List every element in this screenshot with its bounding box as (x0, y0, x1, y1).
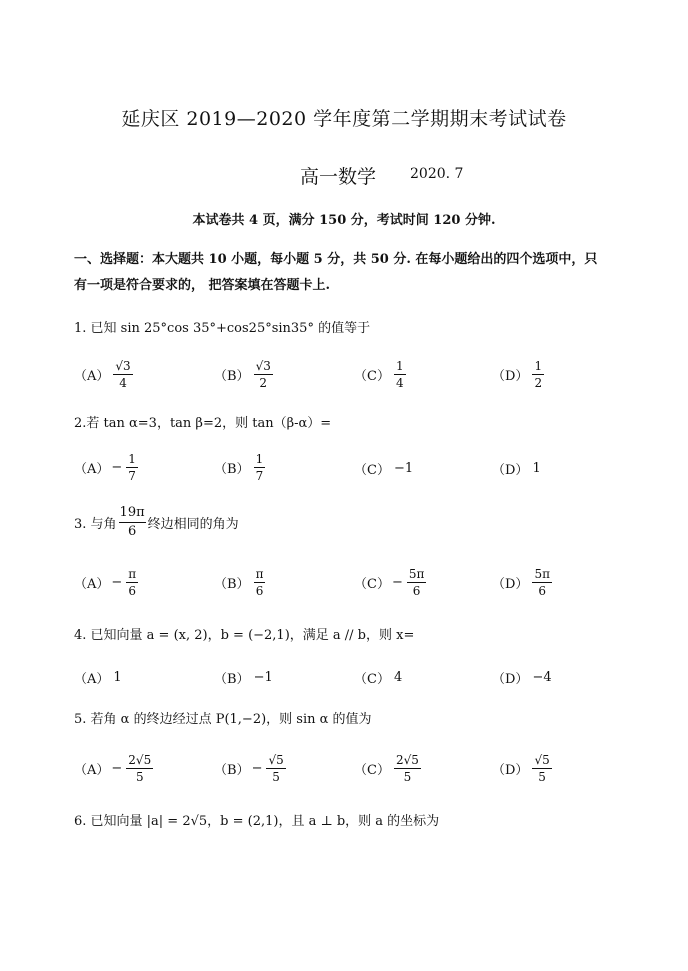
fraction (532, 566, 552, 599)
q2-option-b[interactable] (214, 451, 265, 484)
denominator: 5 (135, 770, 144, 784)
numerator: 1 (534, 359, 543, 373)
option-label: （D） (492, 369, 529, 384)
option-label: （B） (214, 369, 250, 384)
minus-sign: − (111, 761, 123, 776)
fraction (254, 358, 273, 391)
option-value: 4 (393, 670, 403, 685)
option-label: （A） (74, 462, 110, 477)
section-heading-line2: 有一项是符合要求的， 把答案填在答题卡上. (74, 278, 331, 293)
q5-option-c[interactable] (354, 752, 421, 785)
fraction (119, 504, 146, 541)
q1-option-b[interactable] (214, 358, 273, 391)
question-2-stem: 2.若 tan α=3，tan β=2，则 tan（β-α）= (74, 416, 332, 431)
numerator: 2√5 (395, 753, 419, 767)
numerator: π (255, 567, 264, 581)
numerator: 5π (408, 567, 425, 581)
fraction (254, 566, 266, 599)
q3-option-a[interactable] (74, 566, 138, 599)
option-label: （D） (492, 672, 529, 687)
option-label: （D） (492, 463, 529, 478)
question-5-stem: 5. 若角 α 的终边经过点 P(1,−2)，则 sin α 的值为 (74, 712, 372, 727)
numerator: √3 (255, 359, 271, 373)
exam-title: 延庆区 2019—2020 学年度第二学期期末考试试卷 (121, 108, 567, 130)
numerator: √5 (534, 753, 550, 767)
option-label: （C） (354, 463, 390, 478)
option-label: （A） (74, 577, 110, 592)
q4-option-d[interactable] (492, 668, 552, 687)
numerator: π (128, 567, 137, 581)
option-label: （A） (74, 369, 110, 384)
q1-option-a[interactable] (74, 358, 133, 391)
stem-text: 3. 与角 (74, 517, 117, 532)
stem-text: 终边相同的角为 (147, 517, 239, 532)
denominator: 4 (119, 376, 127, 390)
option-label: （B） (214, 763, 250, 778)
numerator: √5 (268, 753, 284, 767)
fraction (126, 451, 138, 484)
q1-option-d[interactable] (492, 358, 544, 391)
fraction (126, 752, 153, 785)
fraction (394, 358, 406, 391)
option-value: 1 (532, 461, 541, 476)
q5-option-a[interactable] (74, 752, 153, 785)
option-value: −1 (393, 461, 414, 476)
fraction (394, 752, 421, 785)
q4-option-a[interactable] (74, 668, 122, 687)
q3-option-d[interactable] (492, 566, 552, 599)
q1-option-c[interactable] (354, 358, 406, 391)
denominator: 2 (259, 376, 268, 390)
option-label: （C） (354, 369, 390, 384)
question-3-stem (74, 504, 239, 541)
question-6-stem: 6. 已知向量 |a| = 2√5，b = (2,1)，且 a ⊥ b，则 a 的坐标为 (74, 814, 440, 829)
denominator: 5 (538, 770, 546, 784)
option-label: （C） (354, 577, 390, 592)
question-1-stem: 1. 已知 sin 25°cos 35°+cos25°sin35° 的值等于 (74, 321, 371, 336)
q2-option-a[interactable] (74, 451, 138, 484)
option-value: −1 (253, 670, 273, 685)
q3-option-c[interactable] (354, 566, 426, 599)
exam-subject: 高一数学 (300, 166, 377, 188)
q2-option-d[interactable] (492, 459, 541, 478)
fraction (532, 752, 551, 785)
numerator: 1 (128, 452, 136, 466)
numerator: 19π (119, 504, 146, 523)
option-label: （A） (74, 672, 110, 687)
exam-note: 本试卷共 4 页，满分 150 分，考试时间 120 分钟. (192, 213, 496, 228)
option-label: （B） (214, 672, 250, 687)
numerator: 2√5 (128, 753, 152, 767)
denominator: 6 (128, 584, 137, 598)
option-label: （C） (354, 763, 390, 778)
denominator: 6 (127, 524, 137, 539)
q2-option-c[interactable] (354, 459, 413, 478)
denominator: 5 (403, 770, 412, 784)
denominator: 2 (534, 376, 543, 390)
denominator: 4 (395, 376, 404, 390)
denominator: 6 (538, 584, 547, 598)
option-label: （D） (492, 763, 529, 778)
numerator: 1 (395, 359, 404, 373)
denominator: 6 (412, 584, 421, 598)
denominator: 5 (272, 770, 280, 784)
section-heading-line1: 一、选择题：本大题共 10 小题，每小题 5 分，共 50 分. 在每小题给出的四个选项中，只 (74, 252, 598, 267)
denominator: 7 (128, 469, 136, 483)
option-label: （A） (74, 763, 110, 778)
fraction (266, 752, 285, 785)
fraction (532, 358, 544, 391)
denominator: 6 (255, 584, 264, 598)
option-label: （C） (354, 672, 390, 687)
numerator: √3 (115, 359, 131, 373)
minus-sign: − (391, 575, 403, 590)
minus-sign: − (251, 761, 263, 776)
fraction (407, 566, 427, 599)
option-value: −4 (532, 670, 552, 685)
q4-option-b[interactable] (214, 668, 273, 687)
question-4-stem: 4. 已知向量 a = (x, 2)，b = (−2,1)，满足 a // b，则 x= (74, 628, 415, 643)
numerator: 1 (255, 452, 264, 466)
q5-option-b[interactable] (214, 752, 286, 785)
q4-option-c[interactable] (354, 668, 402, 687)
q5-option-d[interactable] (492, 752, 552, 785)
minus-sign: − (111, 460, 123, 475)
minus-sign: − (111, 575, 123, 590)
denominator: 7 (255, 469, 264, 483)
option-label: （D） (492, 577, 529, 592)
q3-option-b[interactable] (214, 566, 265, 599)
numerator: 5π (534, 567, 550, 581)
option-label: （B） (214, 577, 250, 592)
exam-date: 2020. 7 (410, 166, 464, 182)
fraction (126, 566, 138, 599)
option-label: （B） (214, 462, 250, 477)
fraction (254, 451, 266, 484)
option-value: 1 (113, 670, 122, 685)
fraction (113, 358, 132, 391)
